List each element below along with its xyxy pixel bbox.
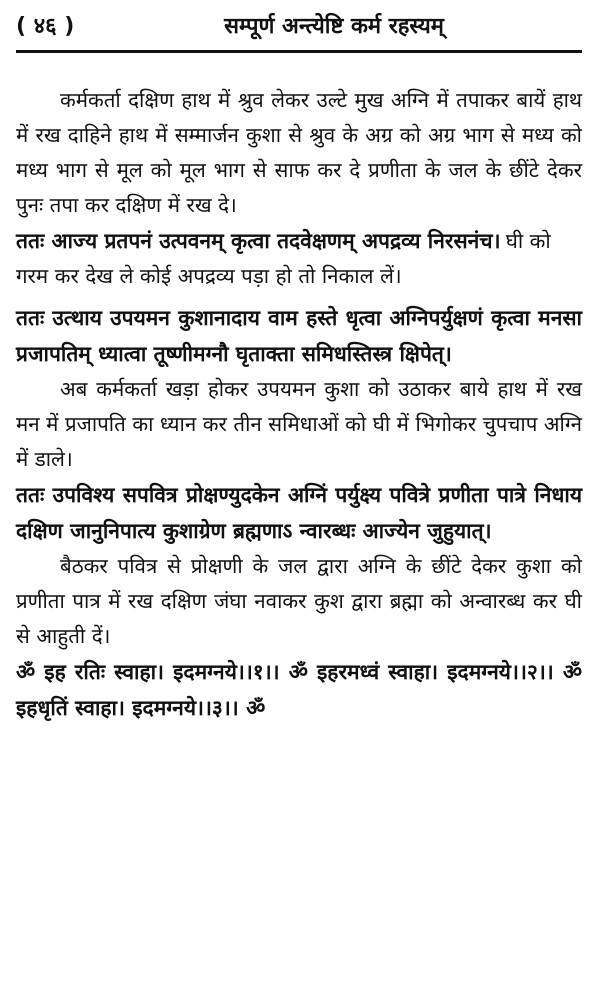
explanation-paragraph: कर्मकर्ता दक्षिण हाथ में श्रुव लेकर उल्टे मुख अग्नि में तपाकर बायें हाथ में रख दाहिने हाथ में सम्मार्जन कुशा से श्रुव के अग्र को अग्र भाग से मध्य को मध्य भाग से मूल को मूल भाग से साफ कर दे प्रणीता के जल के छींटे देकर पुनः तपा कर दक्षिण में रख दे। (16, 88, 582, 217)
sanskrit-verse: ततः उत्थाय उपयमन कुशानादाय वाम हस्ते धृत्वा अग्निपर्युक्षणं कृत्वा मनसा प्रजापतिम् ध्यात्वा तूष्णीमग्नौ घृताक्ता समिधस्तिस्त्र क्षिपेत्। (16, 306, 582, 366)
running-title: सम्पूर्ण अन्त्येष्टि कर्म रहस्यम् (224, 14, 444, 39)
page-body (16, 83, 582, 726)
page-number: ( ४६ ) (16, 14, 75, 39)
sanskrit-verse: ततः उपविश्य सपवित्र प्रोक्षण्युदकेन अग्निं पर्युक्ष्य पवित्रे प्रणीता पात्रे निधाय दक्षिण जानुनिपात्य कुशाग्रेण ब्रह्मणाऽ न्वारब्धः आज्येन जुहुयात्। (16, 483, 582, 543)
sanskrit-verse: ततः आज्य प्रतपनं उत्पवनम् कृत्वा तदवेक्षणम् अपद्रव्य निरसनंच। (16, 229, 501, 253)
explanation-paragraph: अब कर्मकर्ता खड़ा होकर उपयमन कुशा को उठाकर बाये हाथ में रख मन में प्रजापति का ध्यान कर तीन समिधाओं को घी में भिगोकर चुपचाप अग्नि में डाले। (16, 377, 582, 471)
explanation-paragraph: बैठकर पवित्र से प्रोक्षणी के जल द्वारा अग्नि के छींटे देकर कुशा को प्रणीता पात्र में रख दक्षिण जंघा नवाकर कुश द्वारा ब्रह्मा को अन्वारब्ध कर घी से आहुती दें। (16, 554, 582, 648)
explanation-paragraph: घी को गरम कर देख ले कोई अपद्रव्य पड़ा हो तो निकाल लें। (16, 229, 551, 288)
mantra-line: ॐ इह रतिः स्वाहा। इदमग्नये।।१।। ॐ इहरमध्वं स्वाहा। इदमग्नये।।२।। ॐ इहधृतिं स्वाहा। इदमग्नये।।३।। ॐ (16, 660, 582, 720)
page-header (16, 0, 582, 53)
